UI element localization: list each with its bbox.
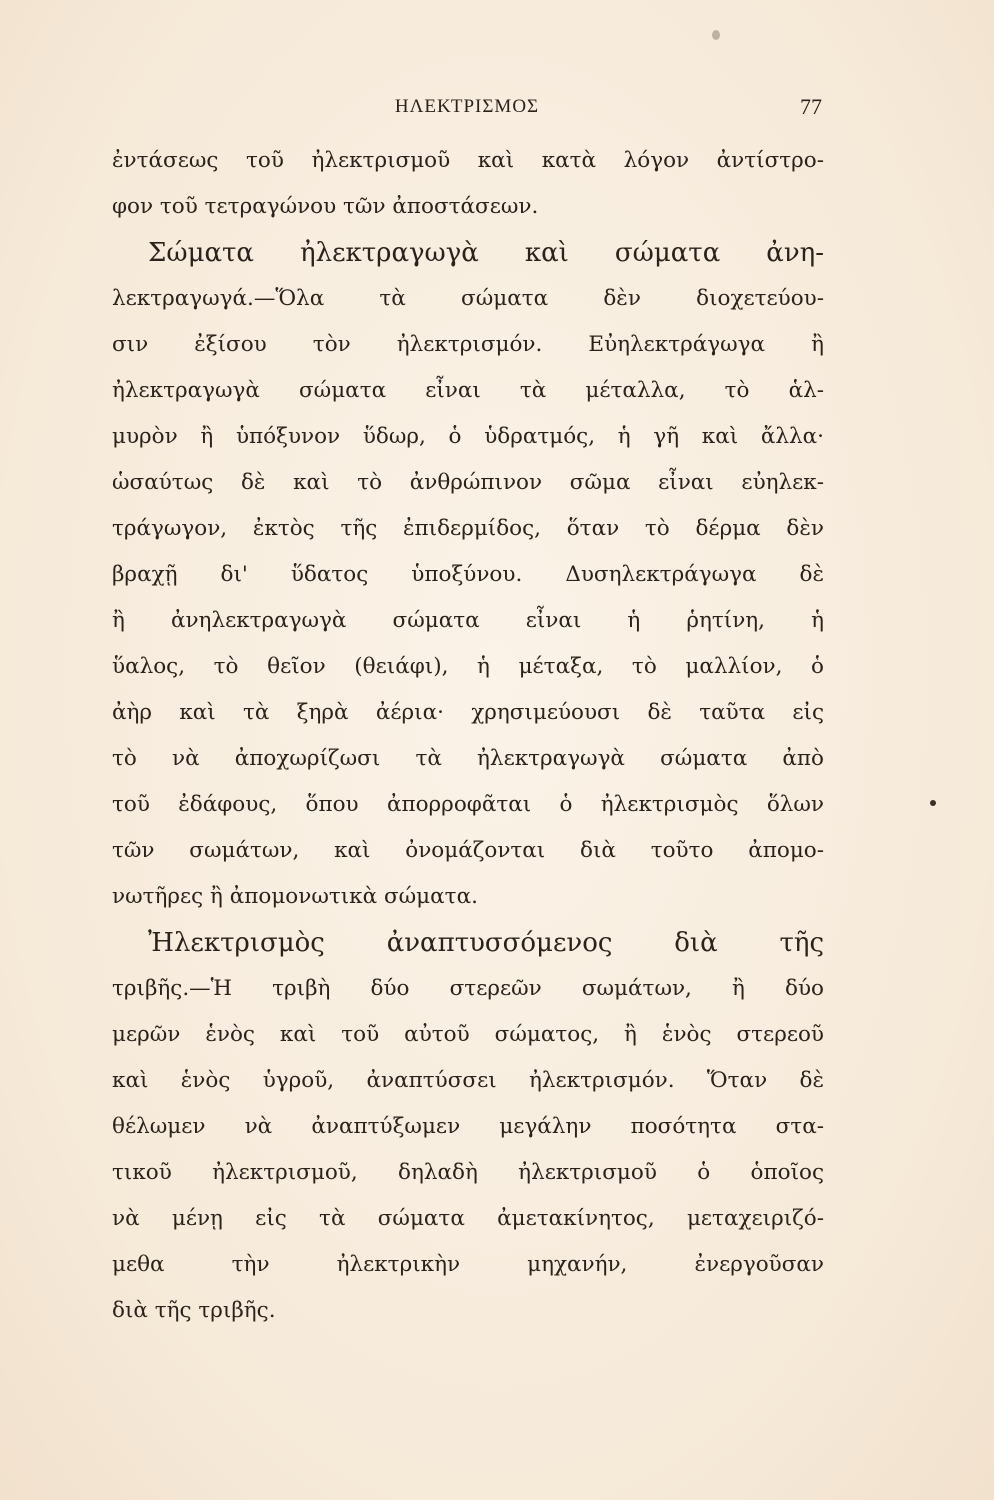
page-header <box>112 92 822 132</box>
text-line: μυρὸν ἢ ὑπόξυνον ὕδωρ, ὁ ὑδρατμός, ἡ γῆ καὶ ἄλλα· <box>112 424 824 449</box>
text-line: σιν ἐξίσου τὸν ἠλεκτρισμόν. Εὐηλεκτράγωγα ἢ <box>112 332 824 357</box>
ink-smudge <box>712 30 720 40</box>
text-line: νωτῆρες ἢ ἀπομονωτικὰ σώματα. <box>112 884 478 909</box>
text-line: νὰ μένῃ εἰς τὰ σώματα ἀμετακίνητος, μεταχειριζό- <box>112 1206 824 1231</box>
text-line: ἢ ἀνηλεκτραγωγὰ σώματα εἶναι ἡ ῥητίνη, ἡ <box>112 608 824 633</box>
section-heading-line: Ἠλεκτρισμὸς ἀναπτυσσόμενος διὰ τῆς <box>148 928 824 958</box>
text-line: καὶ ἑνὸς ὑγροῦ, ἀναπτύσσει ἠλεκτρισμόν. Ὅταν δὲ <box>112 1068 824 1093</box>
text-line: λεκτραγωγά.—Ὅλα τὰ σώματα δὲν διοχετεύου- <box>112 286 824 311</box>
text-line: ὕαλος, τὸ θεῖον (θειάφι), ἡ μέταξα, τὸ μαλλίον, ὁ <box>112 654 824 679</box>
text-line: ὡσαύτως δὲ καὶ τὸ ἀνθρώπινον σῶμα εἶναι εὐηλεκ- <box>112 470 824 495</box>
margin-dot <box>930 800 936 806</box>
text-line: θέλωμεν νὰ ἀναπτύξωμεν μεγάλην ποσότητα στα- <box>112 1114 824 1139</box>
text-line: φον τοῦ τετραγώνου τῶν ἀποστάσεων. <box>112 194 539 219</box>
section-heading-line: Σώματα ἠλεκτραγωγὰ καὶ σώματα ἀνη- <box>148 238 824 268</box>
page-number: 77 <box>800 94 822 119</box>
text-line: τοῦ ἐδάφους, ὅπου ἀπορροφᾶται ὁ ἠλεκτρισμὸς ὅλων <box>112 792 824 817</box>
text-line: τὸ νὰ ἀποχωρίζωσι τὰ ἠλεκτραγωγὰ σώματα ἀπὸ <box>112 746 824 771</box>
text-line: τικοῦ ἠλεκτρισμοῦ, δηλαδὴ ἠλεκτρισμοῦ ὁ ὁποῖος <box>112 1160 824 1185</box>
text-line: ἐντάσεως τοῦ ἠλεκτρισμοῦ καὶ κατὰ λόγον ἀντίστρο- <box>112 148 824 173</box>
text-line: ἀὴρ καὶ τὰ ξηρὰ ἀέρια· χρησιμεύουσι δὲ ταῦτα εἰς <box>112 700 824 725</box>
running-title: ΗΛΕΚΤΡΙΣΜΟΣ <box>394 96 540 117</box>
body-text <box>112 138 824 1334</box>
text-line: τράγωγον, ἐκτὸς τῆς ἐπιδερμίδος, ὅταν τὸ δέρμα δὲν <box>112 516 824 541</box>
text-line: τριβῆς.—Ἡ τριβὴ δύο στερεῶν σωμάτων, ἢ δύο <box>112 976 824 1001</box>
text-line: βραχῇ δι' ὕδατος ὑποξύνου. Δυσηλεκτράγωγα δὲ <box>112 562 824 587</box>
text-line: διὰ τῆς τριβῆς. <box>112 1298 276 1323</box>
text-line: μερῶν ἑνὸς καὶ τοῦ αὐτοῦ σώματος, ἢ ἑνὸς στερεοῦ <box>112 1022 824 1047</box>
text-line: ἠλεκτραγωγὰ σώματα εἶναι τὰ μέταλλα, τὸ ἁλ- <box>112 378 824 403</box>
text-line: τῶν σωμάτων, καὶ ὀνομάζονται διὰ τοῦτο ἀπομο- <box>112 838 824 863</box>
text-line: μεθα τὴν ἠλεκτρικὴν μηχανήν, ἐνεργοῦσαν <box>112 1252 824 1277</box>
